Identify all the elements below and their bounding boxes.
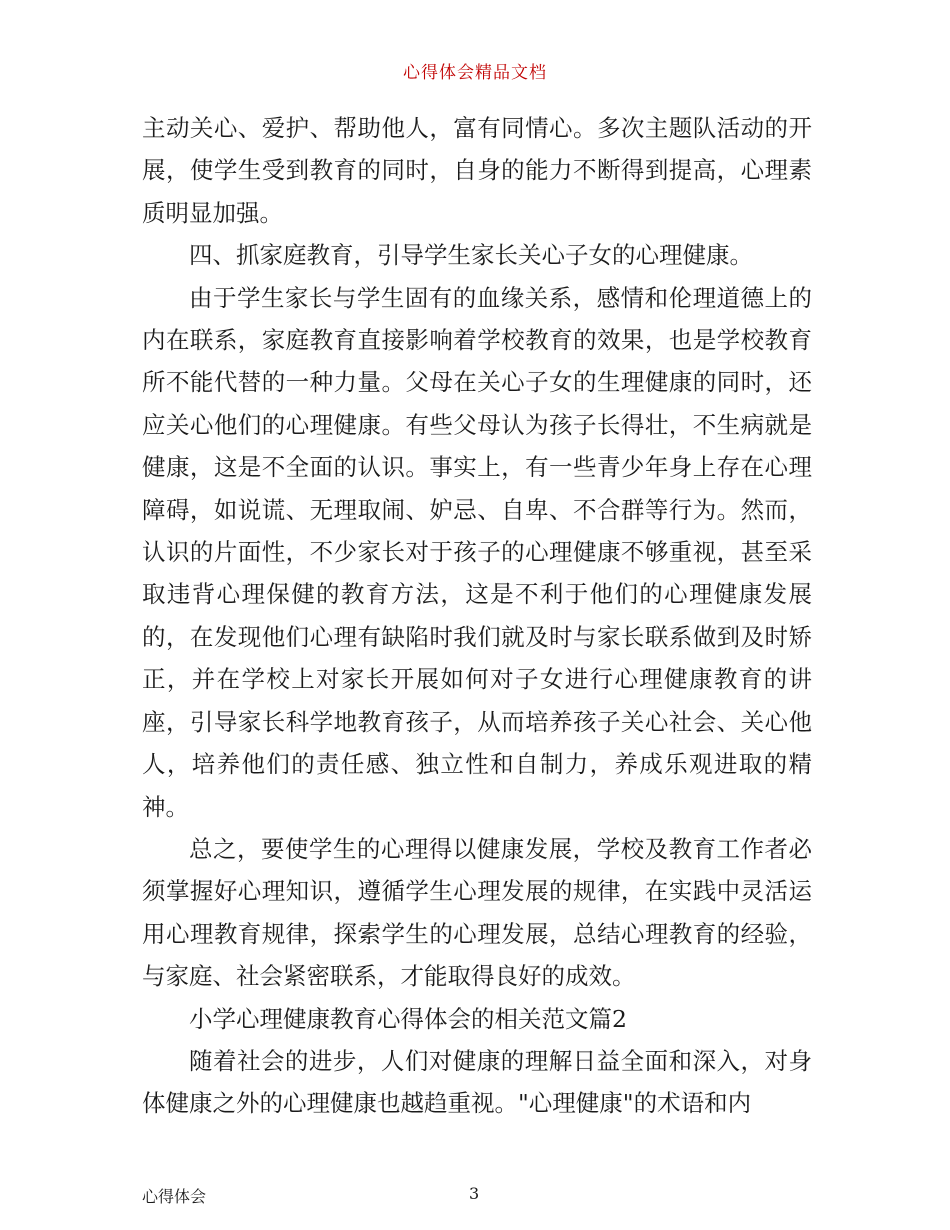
article-title: 小学心理健康教育心得体会的相关范文篇2 xyxy=(189,1004,627,1033)
paragraph: 由于学生家长与学生固有的血缘关系，感情和伦理道德上的内在联系，家庭教育直接影响着学校教育的效果，也是学校教育所不能代替的一种力量。父母在关心子女的生理健康的同时，还应关心他们的心理健康。有些父母认为孩子长得壮，不生病就是健康，这是不全面的认识。事实上，有一些青少年身上存在心理障碍，如说谎、无理取闹、妒忌、自卑、不合群等行为。然而，认识的片面性，不少家长对于孩子的心理健康不够重视，甚至采取违背心理保健的教育方法，这是不利于他们的心理健康发展的，在发现他们心理有缺陷时我们就及时与家长联系做到及时矫正，并在学校上对家长开展如何对子女进行心理健康教育的讲座，引导家长科学地教育孩子，从而培养孩子关心社会、关心他人，培养他们的责任感、独立性和自制力，养成乐观进取的精神。 xyxy=(142,283,812,821)
page-number: 3 xyxy=(469,1184,480,1203)
section-heading: 四、抓家庭教育，引导学生家长关心子女的心理健康。 xyxy=(189,241,753,270)
paragraph: 总之，要使学生的心理得以健康发展，学校及教育工作者必须掌握好心理知识，遵循学生心理发展的规律，在实践中灵活运用心理教育规律，探索学生的心理发展，总结心理教育的经验，与家庭、社会紧密联系，才能取得良好的成效。 xyxy=(142,834,812,991)
paragraph: 随着社会的进步，人们对健康的理解日益全面和深入，对身体健康之外的心理健康也越趋重视。"心理健康"的术语和内 xyxy=(142,1046,812,1118)
page-header-title: 心得体会精品文档 xyxy=(403,63,547,83)
document-body xyxy=(142,107,812,1125)
footer-label: 心得体会 xyxy=(142,1187,207,1206)
paragraph: 主动关心、爱护、帮助他人，富有同情心。多次主题队活动的开展，使学生受到教育的同时，自身的能力不断得到提高，心理素质明显加强。 xyxy=(142,114,812,227)
